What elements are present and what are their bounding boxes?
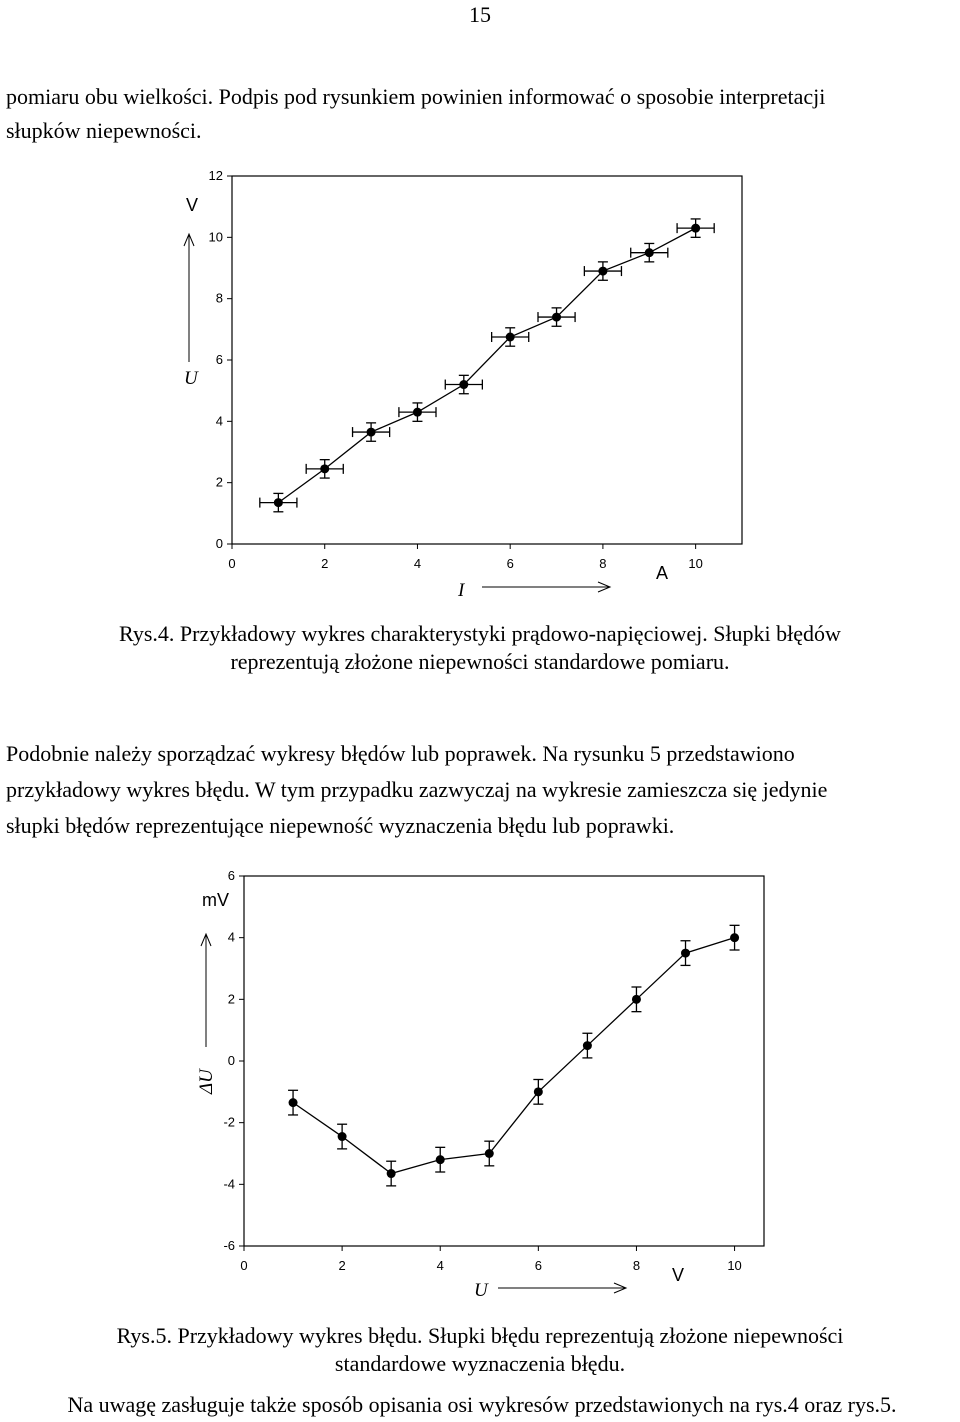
data-point bbox=[387, 1169, 396, 1178]
data-point bbox=[730, 933, 739, 942]
x-axis-arrow bbox=[482, 582, 610, 592]
x-unit-label: A bbox=[656, 563, 669, 583]
data-point bbox=[459, 380, 468, 389]
x-tick-label: 6 bbox=[534, 1258, 542, 1273]
data-point bbox=[485, 1149, 494, 1158]
x-tick-label: 6 bbox=[506, 556, 514, 571]
data-point bbox=[436, 1155, 445, 1164]
figure-5-caption bbox=[0, 1322, 960, 1378]
y-tick-label: 2 bbox=[227, 991, 235, 1007]
x-tick-label: 2 bbox=[321, 556, 329, 571]
y-axis-arrow bbox=[201, 934, 211, 1047]
caption-line: Rys.5. Przykładowy wykres błędu. Słupki błędu reprezentują złożone niepewności bbox=[116, 1323, 844, 1348]
y-tick-label: 2 bbox=[215, 474, 223, 490]
chart-axes bbox=[209, 168, 742, 571]
data-point bbox=[534, 1087, 543, 1096]
y-tick-label: 0 bbox=[215, 536, 223, 551]
data-point bbox=[583, 1041, 592, 1050]
y-tick-label: 10 bbox=[208, 229, 223, 245]
y-tick-label: 12 bbox=[208, 168, 223, 183]
y-unit-label: V bbox=[186, 195, 199, 215]
y-tick-label: 4 bbox=[227, 929, 235, 945]
caption-line: Rys.4. Przykładowy wykres charakterystyki prądowo-napięciowej. Słupki błędów bbox=[119, 621, 841, 646]
x-tick-label: 0 bbox=[228, 556, 236, 571]
data-point bbox=[506, 333, 515, 342]
paragraph-errors bbox=[6, 736, 958, 844]
x-tick-label: 10 bbox=[727, 1258, 742, 1273]
plot-frame bbox=[244, 876, 764, 1246]
data-point bbox=[645, 248, 654, 257]
data-point bbox=[681, 949, 690, 958]
x-tick-label: 8 bbox=[632, 1258, 641, 1273]
y-tick-label: 8 bbox=[215, 290, 223, 306]
y-tick-label: -2 bbox=[223, 1114, 235, 1130]
data-point bbox=[274, 498, 283, 507]
data-point bbox=[632, 995, 641, 1004]
chart-figure-4 bbox=[170, 162, 790, 602]
x-tick-label: 4 bbox=[413, 556, 422, 571]
paragraph-line: słupki błędów reprezentujące niepewność wyznaczenia błędu lub poprawki. bbox=[6, 813, 675, 838]
data-point bbox=[552, 313, 561, 322]
data-point bbox=[289, 1098, 298, 1107]
x-unit-label: V bbox=[672, 1265, 685, 1285]
paragraph-line: Podobnie należy sporządzać wykresy błędów lub poprawek. Na rysunku 5 przedstawiono bbox=[6, 741, 795, 766]
x-axis-arrow bbox=[498, 1283, 626, 1293]
chart-plot-area bbox=[288, 925, 740, 1186]
y-tick-label: 4 bbox=[215, 413, 223, 429]
data-point bbox=[367, 428, 376, 437]
page-number: 15 bbox=[469, 2, 491, 27]
chart-plot-area bbox=[260, 219, 714, 512]
series-line bbox=[278, 228, 695, 502]
x-tick-label: 10 bbox=[688, 556, 703, 571]
y-tick-label: 0 bbox=[227, 1053, 235, 1068]
y-tick-label: -6 bbox=[223, 1238, 235, 1253]
y-axis-arrow bbox=[184, 234, 194, 362]
data-point bbox=[338, 1132, 347, 1141]
figure-4-caption bbox=[0, 620, 960, 676]
x-axis-label: U bbox=[474, 1280, 488, 1301]
paragraph-line: pomiaru obu wielkości. Podpis pod rysunkiem powinien informować o sposobie interpretacji bbox=[6, 84, 826, 109]
caption-line: standardowe wyznaczenia błędu. bbox=[334, 1351, 626, 1376]
paragraph-closing: Na uwagę zasługuje także sposób opisania osi wykresów przedstawionych na rys.4 oraz rys.5. bbox=[67, 1392, 897, 1417]
x-axis-label: I bbox=[458, 580, 465, 601]
y-tick-label: 6 bbox=[215, 352, 223, 367]
paragraph-line: przykładowy wykres błędu. W tym przypadku zazwyczaj na wykresie zamieszcza się jedynie bbox=[6, 777, 828, 802]
data-point bbox=[413, 408, 422, 417]
data-point bbox=[691, 224, 700, 233]
caption-line: reprezentują złożone niepewności standardowe pomiaru. bbox=[230, 649, 730, 674]
chart-figure-5 bbox=[186, 862, 786, 1307]
y-axis-label: ΔU bbox=[196, 1069, 217, 1094]
x-tick-label: 2 bbox=[338, 1258, 346, 1273]
y-unit-label: mV bbox=[202, 890, 229, 910]
y-tick-label: 6 bbox=[227, 868, 235, 883]
series-line bbox=[293, 938, 735, 1174]
data-point bbox=[320, 464, 329, 473]
paragraph-intro bbox=[6, 80, 958, 148]
x-tick-label: 8 bbox=[599, 556, 607, 571]
data-point bbox=[598, 267, 607, 276]
y-axis-label: U bbox=[184, 368, 198, 389]
x-tick-label: 4 bbox=[436, 1258, 444, 1273]
x-tick-label: 0 bbox=[240, 1258, 248, 1273]
paragraph-line: słupków niepewności. bbox=[6, 118, 202, 143]
chart-axes bbox=[223, 868, 764, 1273]
y-tick-label: -4 bbox=[223, 1176, 235, 1192]
